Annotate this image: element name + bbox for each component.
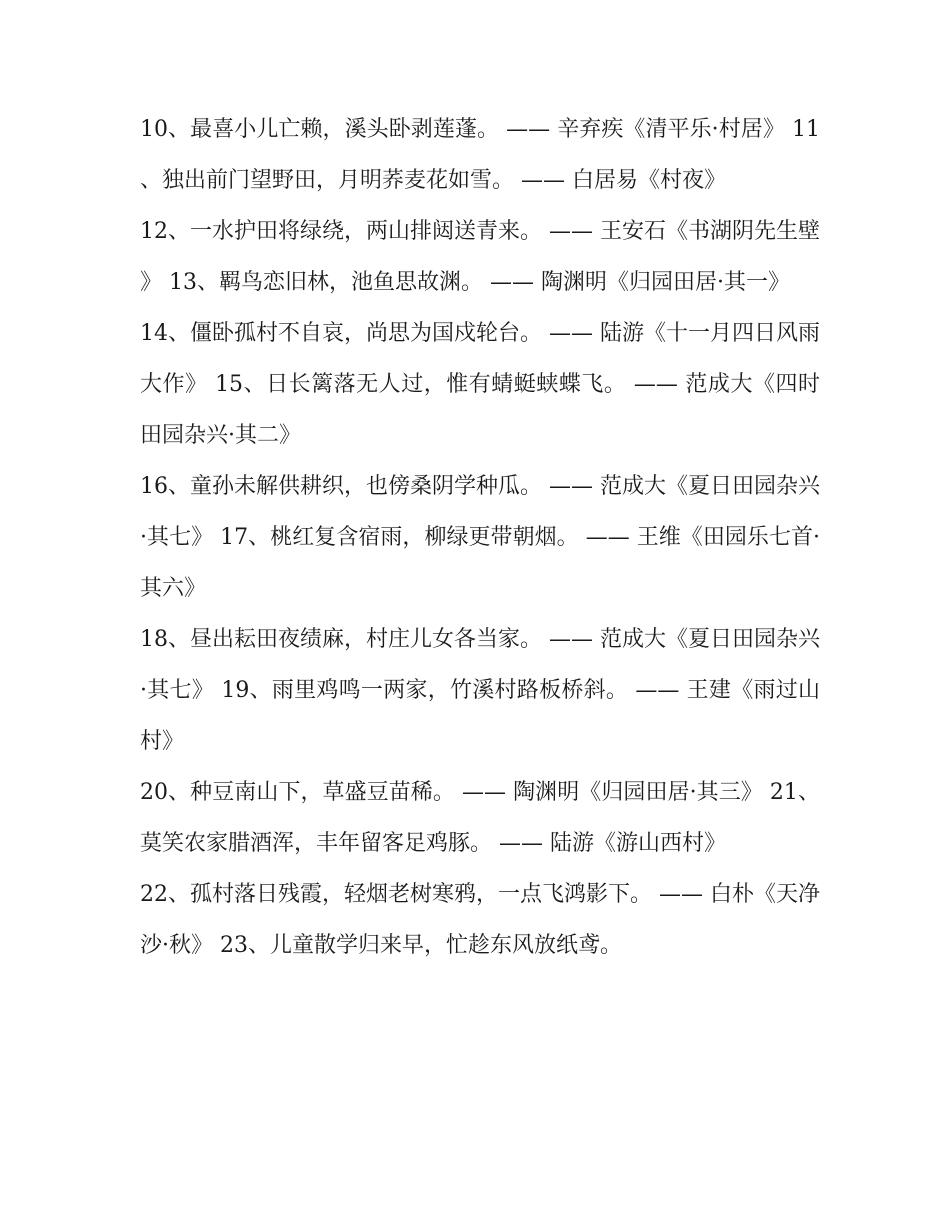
poem-paragraph-20-21: 20、种豆南山下，草盛豆苗稀。 —— 陶渊明《归园田居·其三》 21、莫笑农家腊酒浑，丰年留客足鸡豚。 —— 陆游《游山西村》 bbox=[140, 780, 820, 856]
poem-paragraph-18-19: 18、昼出耘田夜绩麻，村庄儿女各当家。 —— 范成大《夏日田园杂兴·其七》 19、雨里鸡鸣一两家，竹溪村路板桥斜。 —— 王建《雨过山村》 bbox=[140, 627, 820, 754]
poem-paragraph-12-13: 12、一水护田将绿绕，两山排闼送青来。 —— 王安石《书湖阴先生壁》 13、羁鸟恋旧林，池鱼思故渊。 —— 陶渊明《归园田居·其一》 bbox=[140, 219, 820, 295]
poem-paragraph-16-17: 16、童孙未解供耕织，也傍桑阴学种瓜。 —— 范成大《夏日田园杂兴·其七》 17、桃红复含宿雨，柳绿更带朝烟。 —— 王维《田园乐七首·其六》 bbox=[140, 474, 820, 601]
poem-paragraph-22-23: 22、孤村落日残霞，轻烟老树寒鸦，一点飞鸿影下。 —— 白朴《天净沙·秋》 23、儿童散学归来早，忙趁东风放纸鸢。 bbox=[140, 882, 820, 958]
poem-paragraph-10-11: 10、最喜小儿亡赖，溪头卧剥莲蓬。 —— 辛弃疾《清平乐·村居》 11、独出前门望野田，月明荞麦花如雪。 —— 白居易《村夜》 bbox=[140, 117, 820, 193]
poem-paragraph-14-15: 14、僵卧孤村不自哀，尚思为国戍轮台。 —— 陆游《十一月四日风雨大作》 15、日长篱落无人过，惟有蜻蜓蛱蝶飞。 —— 范成大《四时田园杂兴·其二》 bbox=[140, 321, 820, 448]
document-body bbox=[140, 104, 820, 971]
